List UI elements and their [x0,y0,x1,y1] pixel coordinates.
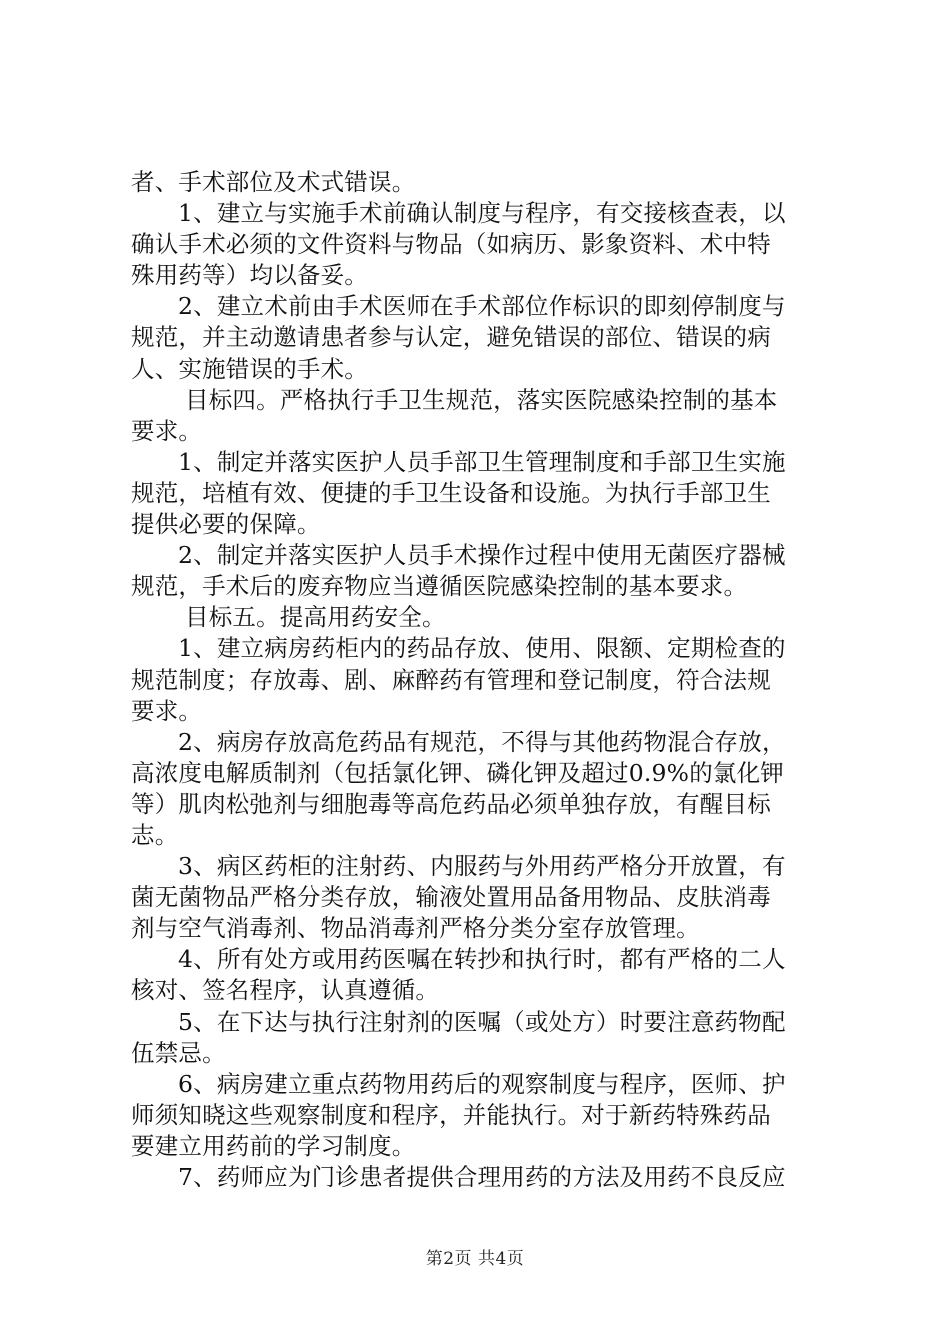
text-line: 要求。 [131,696,203,725]
text-line: 核对、签名程序，认真遵循。 [131,976,440,1005]
text-line: 确认手术必须的文件资料与物品（如病历、影象资料、术中特 [131,230,771,259]
text-line: 志。 [131,820,179,849]
text-line: 1、制定并落实医护人员手部卫生管理制度和手部卫生实施 [178,447,786,476]
text-line: 目标四。严格执行手卫生规范，落实医院感染控制的基本 [185,385,778,414]
page-footer: 第2页 共4页 [425,1249,525,1269]
text-line: 伍禁忌。 [131,1038,226,1067]
text-line: 等）肌肉松弛剂与细胞毒等高危药品必须单独存放，有醒目标 [131,789,771,818]
text-line: 规范，并主动邀请患者参与认定，避免错误的部位、错误的病 [131,323,771,352]
text-line: 4、所有处方或用药医嘱在转抄和执行时，都有严格的二人 [178,945,786,974]
text-line: 7、药师应为门诊患者提供合理用药的方法及用药不良反应 [178,1163,786,1191]
text-line: 1、建立病房药柜内的药品存放、使用、限额、定期检查的 [178,634,786,663]
document-body [131,167,833,1193]
text-line: 6、病房建立重点药物用药后的观察制度与程序，医师、护 [178,1069,786,1098]
text-line: 剂与空气消毒剂、物品消毒剂严格分类分室存放管理。 [131,914,700,943]
text-line: 殊用药等）均以备妥。 [131,261,368,290]
text-line: 2、病房存放高危药品有规范，不得与其他药物混合存放， [178,727,786,756]
text-line: 规范，培植有效、便捷的手卫生设备和设施。为执行手部卫生 [131,478,771,507]
text-line: 要求。 [131,416,203,445]
text-line: 2、建立术前由手术医师在手术部位作标识的即刻停制度与 [178,292,786,321]
text-line: 提供必要的保障。 [131,510,321,539]
text-line: 规范，手术后的废弃物应当遵循医院感染控制的基本要求。 [131,572,748,601]
text-line: 菌无菌物品严格分类存放，输液处置用品备用物品、皮肤消毒 [131,883,771,912]
text-line: 要建立用药前的学习制度。 [131,1131,416,1160]
text-line: 3、病区药柜的注射药、内服药与外用药严格分开放置，有 [178,852,786,881]
text-line: 人、实施错误的手术。 [131,354,368,383]
text-line: 者、手术部位及术式错误。 [131,168,416,196]
text-line: 5、在下达与执行注射剂的医嘱（或处方）时要注意药物配 [178,1007,786,1036]
text-line: 高浓度电解质制剂（包括氯化钾、磷化钾及超过0.9%的氯化钾 [131,758,785,787]
text-line: 1、建立与实施手术前确认制度与程序，有交接核查表，以 [178,199,786,228]
text-line: 师须知晓这些观察制度和程序，并能执行。对于新药特殊药品 [131,1100,771,1129]
text-line: 2、制定并落实医护人员手术操作过程中使用无菌医疗器械 [178,541,786,570]
text-line: 目标五。提高用药安全。 [185,603,446,632]
text-line: 规范制度；存放毒、剧、麻醉药有管理和登记制度，符合法规 [131,665,771,694]
